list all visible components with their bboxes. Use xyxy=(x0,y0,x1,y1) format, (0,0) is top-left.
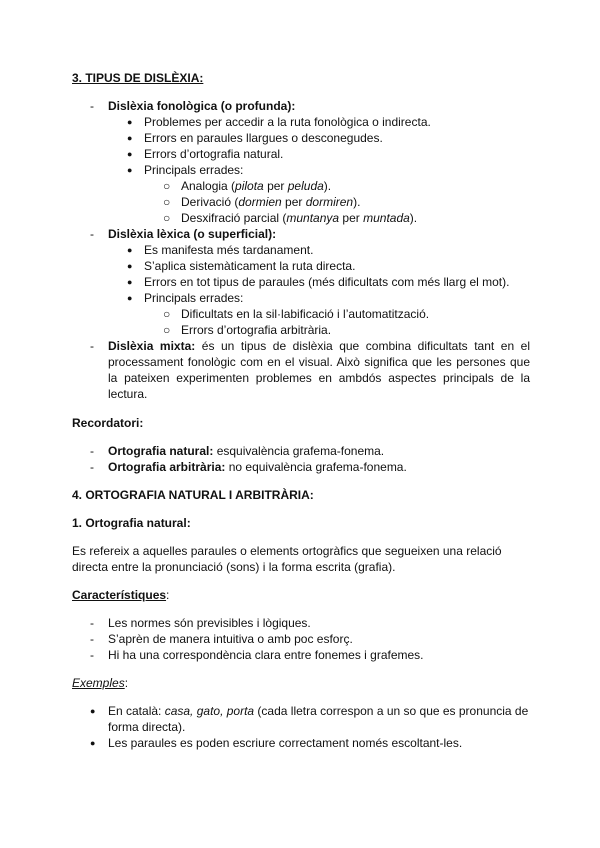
definition-paragraph: Es refereix a aquelles paraules o elements ortogràfics que segueixen una relació directa entre la pronunciació (sons) i la forma escrita (grafia). xyxy=(72,544,502,574)
caracteristica-item: - S’aprèn de manera intuitiva o amb poc esforç. xyxy=(90,632,353,646)
dash-bullet: - xyxy=(90,227,94,241)
section-4-title: 4. ORTOGRAFIA NATURAL I ARBITRÀRIA: xyxy=(72,488,314,502)
dash-bullet: - xyxy=(90,460,94,474)
recordatori-item: - Ortografia arbitrària: no equivalència grafema-fonema. xyxy=(90,460,407,474)
exemple-item: ● En català: casa, gato, porta (cada lletra correspon a un so que es pronuncia de forma directa). xyxy=(90,704,529,734)
list-item: ● Errors d’ortografia natural. xyxy=(127,147,284,161)
dash-bullet: - xyxy=(90,339,94,353)
caracteristica-item: - Les normes són previsibles i lògiques. xyxy=(90,616,311,630)
dash-bullet: - xyxy=(90,616,94,630)
bullet-icon: ● xyxy=(127,261,133,271)
caracteristica-item: - Hi ha una correspondència clara entre fonemes i grafemes. xyxy=(90,648,424,662)
sub-list-item: ○ Analogia (pilota per peluda). xyxy=(163,179,332,193)
circle-bullet-icon: ○ xyxy=(163,323,171,337)
bullet-icon: ● xyxy=(90,738,96,748)
bullet-icon: ● xyxy=(127,117,133,127)
sub-list-item: ○ Errors d’ortografia arbitrària. xyxy=(163,323,332,337)
bullet-icon: ● xyxy=(127,245,133,255)
dislexia-lexica-title: Dislèxia lèxica (o superficial): xyxy=(108,227,277,241)
circle-bullet-icon: ○ xyxy=(163,307,171,321)
bullet-icon: ● xyxy=(127,165,133,175)
recordatori-item: - Ortografia natural: esquivalència grafema-fonema. xyxy=(90,444,385,458)
list-item: ● Errors en paraules llargues o desconegudes. xyxy=(127,131,383,145)
bullet-icon: ● xyxy=(90,706,96,716)
dash-bullet: - xyxy=(90,632,94,646)
list-item: ● Principals errades: xyxy=(127,163,244,177)
section-3-title: 3. TIPUS DE DISLÈXIA: xyxy=(72,71,204,85)
dash-bullet: - xyxy=(90,444,94,458)
list-item: ● Problemes per accedir a la ruta fonològica o indirecta. xyxy=(127,115,431,129)
sub-list-item: ○ Dificultats en la sil·labificació i l’automatització. xyxy=(163,307,430,321)
bullet-icon: ● xyxy=(127,277,133,287)
list-item-dislexia-lexica xyxy=(72,226,530,242)
recordatori-title: Recordatori: xyxy=(72,416,144,430)
sub-list-item: ○ Derivació (dormien per dormiren). xyxy=(163,195,361,209)
dislexia-mixta-text: és un tipus de dislèxia que combina dificultats tant en el processament fonològic com en el visual. Això significa que les persones que la pateixen experimenten problemes en ambdós aspectes principals de la lectura. xyxy=(108,339,530,401)
list-item: ● Es manifesta més tardanament. xyxy=(127,243,314,257)
circle-bullet-icon: ○ xyxy=(163,211,171,225)
exemple-item: ● Les paraules es poden escriure correctament només escoltant-les. xyxy=(90,736,463,750)
bullet-icon: ● xyxy=(127,293,133,303)
list-item: ● Principals errades: xyxy=(127,291,244,305)
dislexia-mixta-title: Dislèxia mixta: xyxy=(108,339,196,353)
list-item-dislexia-fonologica xyxy=(72,98,530,114)
dislexia-fonologica-title: Dislèxia fonològica (o profunda): xyxy=(108,99,296,113)
dash-bullet: - xyxy=(90,648,94,662)
list-item: ● S’aplica sistemàticament la ruta directa. xyxy=(127,259,356,273)
circle-bullet-icon: ○ xyxy=(163,195,171,209)
list-item: ● Errors en tot tipus de paraules (més dificultats com més llarg el mot). xyxy=(127,275,510,289)
sub-list-item: ○ Desxifració parcial (muntanya per muntada). xyxy=(163,211,418,225)
exemples-heading: Exemples: xyxy=(72,676,129,690)
bullet-icon: ● xyxy=(127,133,133,143)
caracteristiques-heading: Característiques: xyxy=(72,588,170,602)
list-item-dislexia-mixta xyxy=(72,338,530,402)
subsection-ortografia-natural: 1. Ortografia natural: xyxy=(72,516,191,530)
dash-bullet: - xyxy=(90,99,94,113)
bullet-icon: ● xyxy=(127,149,133,159)
circle-bullet-icon: ○ xyxy=(163,179,171,193)
document-page xyxy=(72,70,530,751)
